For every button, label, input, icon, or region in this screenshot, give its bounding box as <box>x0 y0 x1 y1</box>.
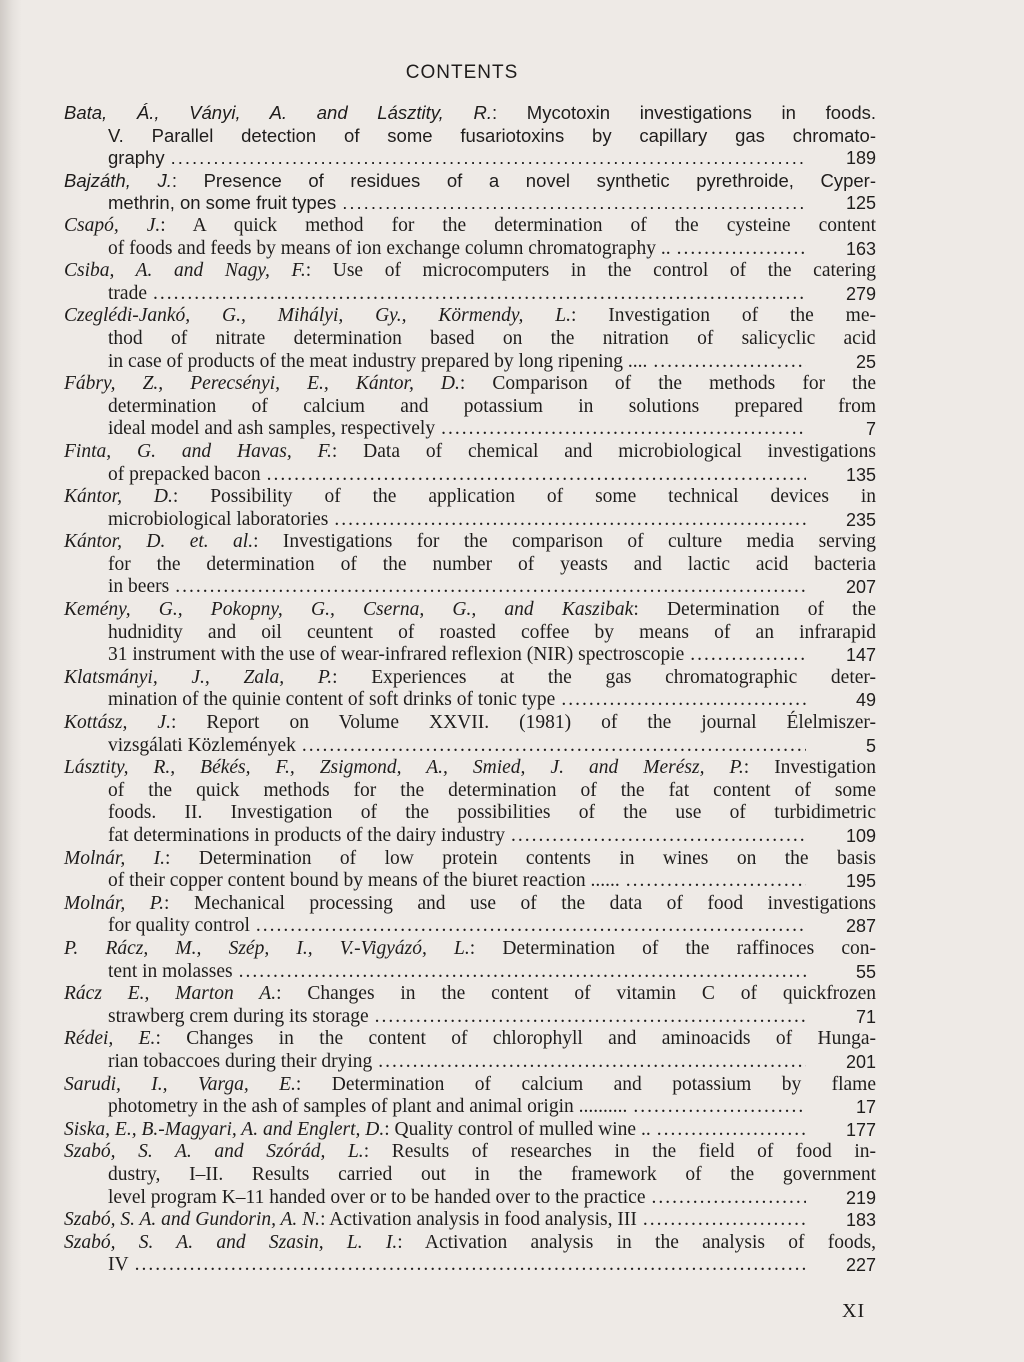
leader-dots <box>171 147 806 170</box>
toc-entry-line: foods. II. Investigation of the possibilities of the use of turbidimetric <box>108 802 876 824</box>
toc-page-number: 71 <box>855 1006 876 1027</box>
leader-dots <box>626 870 806 893</box>
toc-entry-last-line: strawberg crem during its storage ..... 71 <box>64 1006 876 1029</box>
leader-dots <box>302 735 806 758</box>
toc-entry <box>64 983 876 1028</box>
leader-dots <box>153 283 806 306</box>
leader-dots <box>653 351 806 374</box>
toc-entry <box>64 848 876 893</box>
toc-entry-line: determination of calcium and potassium in solutions prepared from <box>108 395 876 417</box>
toc-entry-line: Kottász, J.: Report on Volume XXVII. (1981) of the journal Élelmiszer- <box>64 712 876 734</box>
toc-entry-last-line: IV ..... 227 <box>64 1254 876 1277</box>
toc-entry-authors: Siska, E., B.-Magyari, A. and Englert, D. <box>64 1118 385 1140</box>
toc-entry-authors: Czeglédi-Jankó, G., Mihályi, Gy., Körmendy, L. <box>64 305 571 327</box>
toc-entry-line: Czeglédi-Jankó, G., Mihályi, Gy., Körmendy, L.: Investigation of the me- <box>64 305 876 327</box>
toc-page-number: 177 <box>845 1119 876 1140</box>
toc-entry-line: Klatsmányi, J., Zala, P.: Experiences at the gas chromatographic deter- <box>64 666 876 688</box>
toc-entry-last-line: graphy ..... 189 <box>64 147 876 170</box>
toc-entry-line: Bajzáth, J.: Presence of residues of a novel synthetic pyrethroide, Cyper- <box>64 169 876 191</box>
leader-dots <box>677 238 806 261</box>
toc-entry <box>64 260 876 305</box>
leader-dots <box>256 915 806 938</box>
toc-entry-line: Rédei, E.: Changes in the content of chlorophyll and aminoacids of Hunga- <box>64 1028 876 1050</box>
toc-entry-last-line: 31 instrument with the use of wear-infrared reflexion (NIR) spectroscopie ..... 147 <box>64 644 876 667</box>
toc-entry-authors: Csapó, J. <box>64 214 161 236</box>
toc-entry-line: Szabó, S. A. and Szórád, L.: Results of researches in the field of food in- <box>64 1141 876 1163</box>
page-title: CONTENTS <box>405 62 519 83</box>
leader-dots <box>267 464 806 487</box>
toc-entry-authors: Lásztity, R., Békés, F., Zsigmond, A., Smied, J. and Merész, P. <box>64 757 744 779</box>
toc-page-number: 125 <box>845 193 876 214</box>
toc-entry <box>64 1232 876 1277</box>
toc-page-number: 163 <box>845 238 876 259</box>
toc-entry-line: thod of nitrate determination based on the nitration of salicyclic acid <box>108 327 876 349</box>
leader-dots <box>690 644 806 667</box>
toc-entry-line: Kántor, D.: Possibility of the application of some technical devices in <box>64 486 876 508</box>
toc-entry-authors: Molnár, P. <box>64 892 165 914</box>
toc-page-number: 207 <box>845 577 876 598</box>
toc-entry-last-line: microbiological laboratories ..... 235 <box>64 509 876 532</box>
toc-entry-line: of the quick methods for the determination of the fat content of some <box>108 779 876 801</box>
toc-page-number: 227 <box>845 1255 876 1276</box>
toc-page-number: 25 <box>855 351 876 372</box>
toc-entry <box>64 757 876 847</box>
toc-entry-line: Bata, Á., Ványi, A. and Lásztity, R.: Mycotoxin investigations in foods. <box>64 102 876 123</box>
leader-dots <box>175 576 806 599</box>
toc-entry-authors: Kántor, D. <box>64 486 173 508</box>
toc-entry <box>64 373 876 441</box>
toc-entry-authors: Szabó, S. A. and Szórád, L. <box>64 1141 364 1163</box>
toc-page-number: 235 <box>845 509 876 530</box>
table-of-contents <box>64 102 876 1277</box>
toc-entry-last-line: methrin, on some fruit types ..... 125 <box>64 192 876 215</box>
toc-page-number: 5 <box>865 735 876 756</box>
leader-dots <box>561 689 806 712</box>
toc-page-number: 219 <box>845 1187 876 1208</box>
toc-entry-last-line: trade ..... 279 <box>64 283 876 306</box>
toc-entry-line: for the determination of the number of yeasts and lactic acid bacteria <box>108 553 876 575</box>
toc-entry-last-line: of their copper content bound by means of the biuret reaction ...... ..... 195 <box>64 870 876 893</box>
toc-entry <box>64 712 876 757</box>
toc-entry-last-line: Szabó, S. A. and Gundorin, A. N.: Activation analysis in food analysis, III ..... 183 <box>64 1209 876 1232</box>
toc-entry-line: Csapó, J.: A quick method for the determination of the cysteine content <box>64 214 877 236</box>
toc-entry-last-line: Siska, E., B.-Magyari, A. and Englert, D.: Quality control of mulled wine .. ..... 177 <box>64 1119 876 1142</box>
toc-entry-authors: Csiba, A. and Nagy, F. <box>64 260 306 282</box>
toc-entry-line: Rácz E., Marton A.: Changes in the content of vitamin C of quickfrozen <box>64 983 876 1005</box>
toc-entry-line: Lásztity, R., Békés, F., Zsigmond, A., Smied, J. and Merész, P.: Investigation <box>64 757 877 779</box>
leader-dots <box>342 192 806 215</box>
leader-dots <box>378 1051 806 1074</box>
toc-entry-authors: Szabó, S. A. and Szasin, L. I. <box>64 1231 398 1253</box>
leader-dots <box>135 1254 806 1277</box>
toc-entry-line: P. Rácz, M., Szép, I., V.-Vigyázó, L.: Determination of the raffinoces con- <box>64 937 876 959</box>
toc-entry-authors: Klatsmányi, J., Zala, P. <box>64 666 333 688</box>
toc-entry-line: Szabó, S. A. and Szasin, L. I.: Activation analysis in the analysis of foods, <box>64 1231 876 1253</box>
toc-page-number: 189 <box>845 148 876 169</box>
toc-entry-authors: Rédei, E. <box>64 1028 156 1050</box>
toc-entry <box>64 305 876 373</box>
toc-page-number: 17 <box>855 1097 876 1118</box>
leader-dots <box>657 1119 806 1142</box>
toc-entry-authors: P. Rácz, M., Szép, I., V.-Vigyázó, L. <box>64 937 470 959</box>
leader-dots <box>633 1096 806 1119</box>
toc-entry <box>64 170 876 215</box>
toc-entry-authors: Szabó, S. A. and Gundorin, A. N. <box>64 1209 321 1231</box>
toc-entry-last-line: for quality control ..... 287 <box>64 915 876 938</box>
toc-entry-authors: Fábry, Z., Perecsényi, E., Kántor, D. <box>64 373 460 395</box>
toc-page-number: 49 <box>855 690 876 711</box>
toc-entry-last-line: tent in molasses ..... 55 <box>64 961 876 984</box>
toc-entry-authors: Rácz E., Marton A. <box>64 983 277 1005</box>
toc-entry-last-line: fat determinations in products of the dairy industry ..... 109 <box>64 825 876 848</box>
toc-entry-line: hudnidity and oil ceuntent of roasted coffee by means of an infrarapid <box>108 621 876 643</box>
leader-dots <box>511 825 806 848</box>
toc-entry-last-line: of prepacked bacon ..... 135 <box>64 464 876 487</box>
toc-entry-last-line: photometry in the ash of samples of plant and animal origin .......... ..... 17 <box>64 1096 876 1119</box>
toc-entry-authors: Kemény, G., Pokopny, G., Cserna, G., and Kaszibak <box>64 599 634 621</box>
toc-entry-authors: Sarudi, I., Varga, E. <box>64 1073 296 1095</box>
toc-entry-authors: Bajzáth, J. <box>64 169 172 191</box>
toc-entry-line: Sarudi, I., Varga, E.: Determination of calcium and potassium by flame <box>64 1073 877 1095</box>
toc-entry-last-line: rian tobaccoes during their drying ..... 201 <box>64 1051 876 1074</box>
toc-page-number: 279 <box>845 283 876 304</box>
toc-entry <box>64 215 876 260</box>
toc-page-number: 7 <box>865 419 876 440</box>
toc-entry-line: Kemény, G., Pokopny, G., Cserna, G., and Kaszibak: Determination of the <box>64 599 876 621</box>
toc-page-number: 183 <box>845 1210 876 1231</box>
toc-entry-authors: Kottász, J. <box>64 712 171 734</box>
toc-page-number: 147 <box>845 645 876 666</box>
leader-dots <box>441 418 806 441</box>
toc-page-number: 287 <box>845 916 876 937</box>
toc-entry-last-line: of foods and feeds by means of ion exchange column chromatography .. ..... 163 <box>64 238 876 261</box>
toc-entry-authors: Kántor, D. et. al. <box>64 531 254 553</box>
leader-dots <box>334 509 806 532</box>
toc-entry-authors: Finta, G. and Havas, F. <box>64 440 332 462</box>
toc-entry <box>64 1209 876 1232</box>
toc-entry-line: Molnár, P.: Mechanical processing and use of the data of food investigations <box>64 892 876 914</box>
leader-dots <box>239 961 806 984</box>
toc-entry-line: Csiba, A. and Nagy, F.: Use of microcomputers in the control of the catering <box>64 260 876 282</box>
toc-entry <box>64 599 876 667</box>
toc-entry-last-line: in case of products of the meat industry prepared by long ripening .... ..... 25 <box>64 351 876 374</box>
toc-page-number: 135 <box>845 464 876 485</box>
toc-entry <box>64 938 876 983</box>
folio-page-number: XI <box>842 1300 866 1322</box>
toc-entry-authors: Molnár, I. <box>64 847 166 869</box>
toc-entry-last-line: in beers ..... 207 <box>64 576 876 599</box>
toc-entry <box>64 102 876 170</box>
toc-page-number: 55 <box>855 961 876 982</box>
toc-entry-line: V. Parallel detection of some fusariotoxins by capillary gas chromato- <box>108 124 876 146</box>
toc-entry <box>64 1119 876 1142</box>
toc-entry-last-line: level program K–11 handed over or to be handed over to the practice ..... 219 <box>64 1187 876 1210</box>
toc-entry-last-line: ideal model and ash samples, respectively ..... 7 <box>64 418 876 441</box>
toc-entry-line: Molnár, I.: Determination of low protein contents in wines on the basis <box>64 847 876 869</box>
toc-entry-last-line: vizsgálati Közlemények ..... 5 <box>64 735 876 758</box>
toc-entry-line: dustry, I–II. Results carried out in the framework of the government <box>108 1163 876 1185</box>
page-edge-shadow <box>0 0 22 1362</box>
toc-entry-authors: Bata, Á., Ványi, A. and Lásztity, R. <box>64 102 492 123</box>
toc-page-number: 109 <box>845 826 876 846</box>
toc-entry <box>64 893 876 938</box>
leader-dots <box>643 1209 806 1232</box>
toc-entry <box>64 1141 876 1209</box>
toc-entry <box>64 531 876 599</box>
toc-entry <box>64 486 876 531</box>
leader-dots <box>652 1187 807 1210</box>
toc-page-number: 201 <box>845 1051 876 1072</box>
toc-entry-line: Fábry, Z., Perecsényi, E., Kántor, D.: Comparison of the methods for the <box>64 373 877 395</box>
toc-entry-last-line: mination of the quinie content of soft drinks of tonic type ..... 49 <box>64 689 876 712</box>
toc-entry <box>64 667 876 712</box>
toc-entry <box>64 1028 876 1073</box>
toc-entry-line: Kántor, D. et. al.: Investigations for the comparison of culture media serving <box>64 531 876 553</box>
leader-dots <box>375 1006 806 1029</box>
toc-entry <box>64 441 876 486</box>
toc-page-number: 195 <box>845 871 876 892</box>
toc-entry <box>64 1074 876 1119</box>
toc-entry-line: Finta, G. and Havas, F.: Data of chemical and microbiological investigations <box>64 440 876 462</box>
